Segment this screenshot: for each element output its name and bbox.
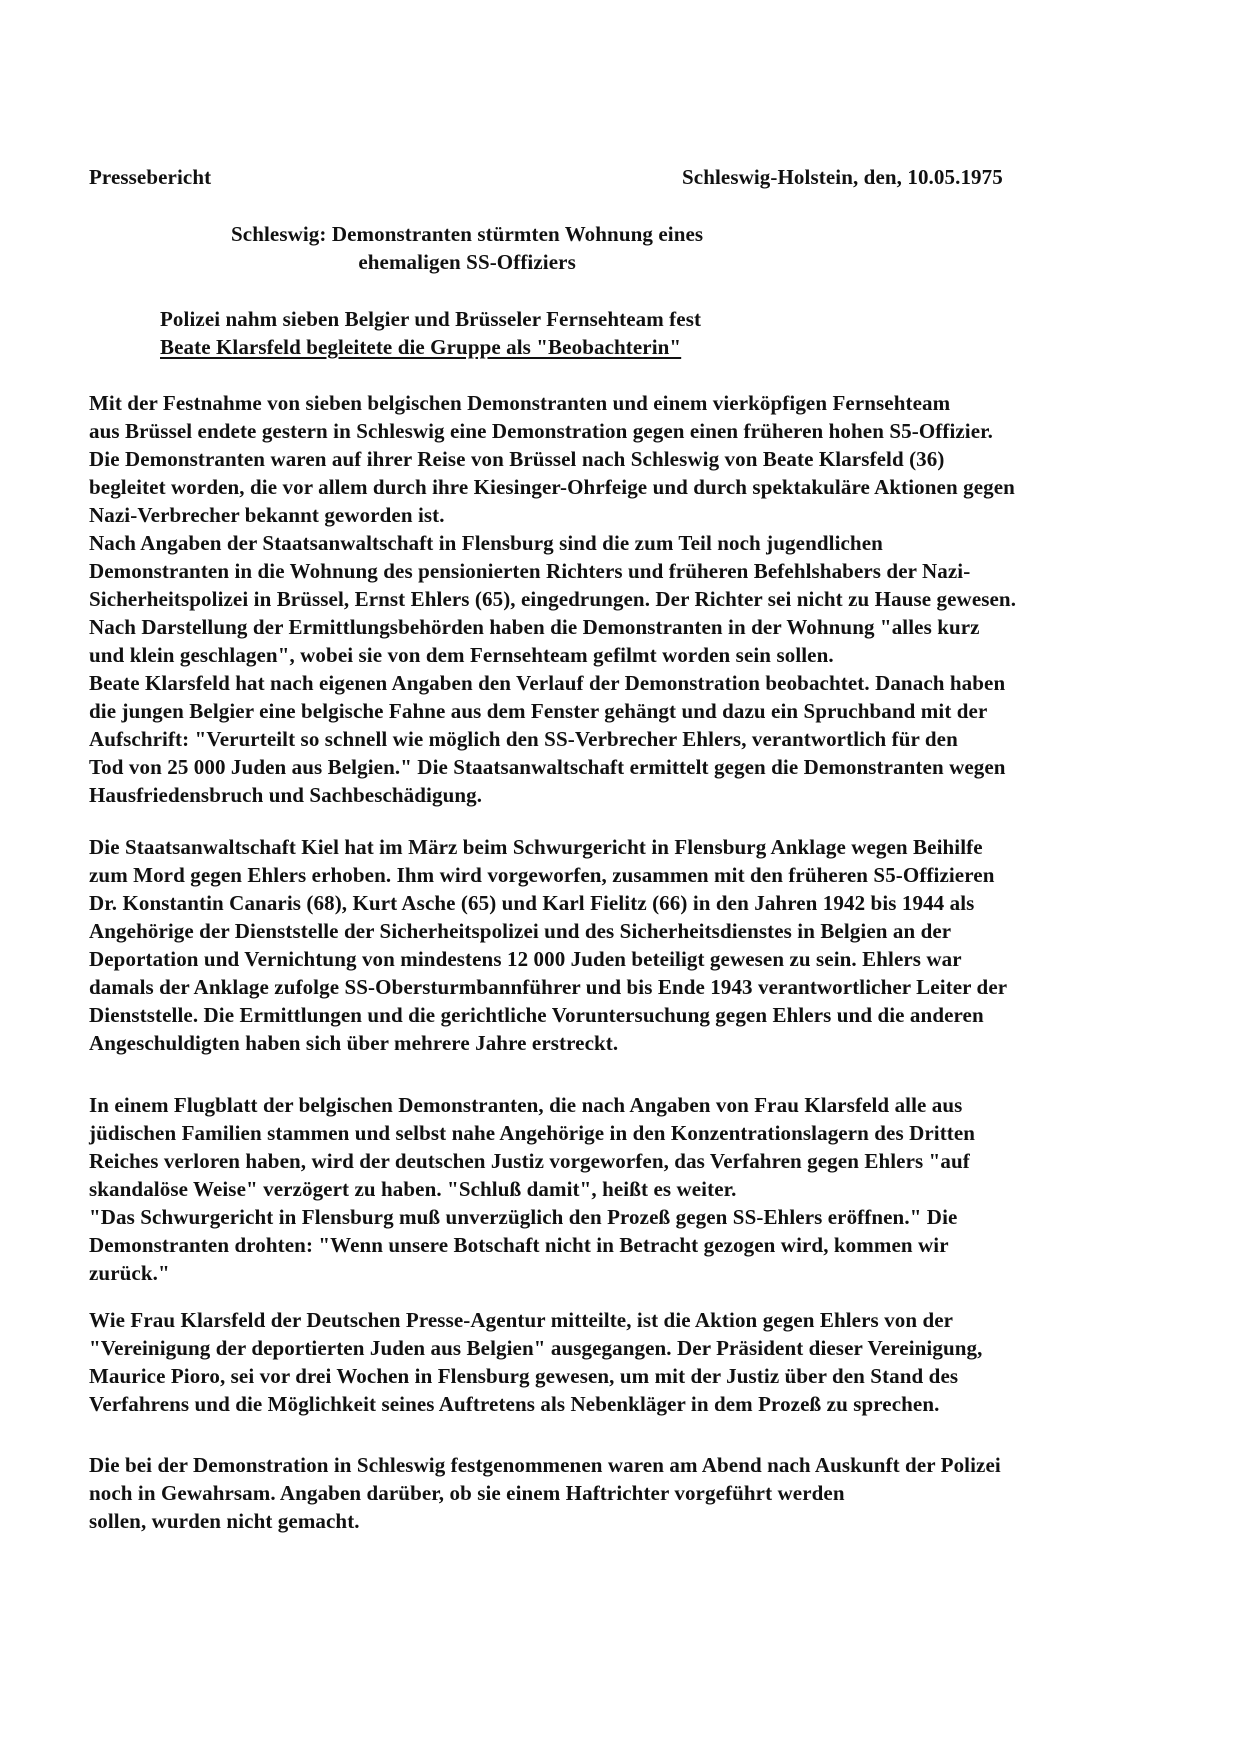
subheadline-underlined-line: Beate Klarsfeld begleitete die Gruppe als "Beobachterin"	[160, 335, 682, 359]
paragraph	[89, 1091, 975, 1287]
paragraph	[89, 833, 1007, 1057]
paragraph-line: sollen, wurden nicht gemacht.	[89, 1509, 360, 1533]
paragraph	[89, 389, 1016, 809]
paragraph-line: "Vereinigung der deportierten Juden aus Belgien" ausgegangen. Der Präsident dieser Vereinigung,	[89, 1336, 983, 1360]
paragraph-line: Dienststelle. Die Ermittlungen und die gerichtliche Voruntersuchung gegen Ehlers und die anderen	[89, 1003, 984, 1027]
paragraph	[89, 1451, 1001, 1535]
paragraph-line: Reiches verloren haben, wird der deutschen Justiz vorgeworfen, das Verfahren gegen Ehlers "auf	[89, 1149, 970, 1173]
paragraph-line: noch in Gewahrsam. Angaben darüber, ob sie einem Haftrichter vorgeführt werden	[89, 1481, 845, 1505]
paragraph-line: jüdischen Familien stammen und selbst nahe Angehörige in den Konzentrationslagern des Dritten	[89, 1121, 976, 1145]
paragraph-line: Angeschuldigten haben sich über mehrere Jahre erstreckt.	[89, 1031, 619, 1055]
paragraph-line: Die Staatsanwaltschaft Kiel hat im März beim Schwurgericht in Flensburg Anklage wegen Beihilfe	[89, 835, 983, 859]
paragraph-line: die jungen Belgier eine belgische Fahne aus dem Fenster gehängt und dazu ein Spruchband mit der	[89, 699, 988, 723]
paragraph-line: zurück."	[89, 1261, 170, 1285]
headline	[231, 220, 703, 276]
paragraph-line: Die bei der Demonstration in Schleswig festgenommenen waren am Abend nach Auskunft der Polizei	[89, 1453, 1001, 1477]
place-and-date: Schleswig-Holstein, den, 10.05.1975	[682, 165, 1003, 189]
paragraph-line: Beate Klarsfeld hat nach eigenen Angaben den Verlauf der Demonstration beobachtet. Danach haben	[89, 671, 1006, 695]
paragraph-line: Sicherheitspolizei in Brüssel, Ernst Ehlers (65), eingedrungen. Der Richter sei nicht zu Hause gewesen.	[89, 587, 1017, 611]
subheadline-line: Polizei nahm sieben Belgier und Brüsseler Fernsehteam fest	[160, 307, 702, 331]
paragraph-line: Aufschrift: "Verurteilt so schnell wie möglich den SS-Verbrecher Ehlers, verantwortlich für den	[89, 727, 958, 751]
paragraph-line: Tod von 25 000 Juden aus Belgien." Die Staatsanwaltschaft ermittelt gegen die Demonstranten wegen	[89, 755, 1006, 779]
paragraph-line: In einem Flugblatt der belgischen Demonstranten, die nach Angaben von Frau Klarsfeld alle aus	[89, 1093, 963, 1117]
paragraph-line: Mit der Festnahme von sieben belgischen Demonstranten und einem vierköpfigen Fernsehteam	[89, 391, 951, 415]
paragraph-line: und klein geschlagen", wobei sie von dem Fernsehteam gefilmt worden sein sollen.	[89, 643, 834, 667]
document-label: Pressebericht	[89, 165, 212, 189]
subheadline	[160, 305, 701, 361]
headline-line: Schleswig: Demonstranten stürmten Wohnung eines	[231, 222, 704, 246]
paragraph-line: Deportation und Vernichtung von mindestens 12 000 Juden beteiligt gewesen zu sein. Ehlers war	[89, 947, 962, 971]
headline-line: ehemaligen SS-Offiziers	[358, 250, 576, 274]
paragraph-line: Nach Angaben der Staatsanwaltschaft in Flensburg sind die zum Teil noch jugendlichen	[89, 531, 883, 555]
paragraph-line: skandalöse Weise" verzögert zu haben. "Schluß damit", heißt es weiter.	[89, 1177, 737, 1201]
paragraph-line: Demonstranten drohten: "Wenn unsere Botschaft nicht in Betracht gezogen wird, kommen wir	[89, 1233, 949, 1257]
paragraph-line: damals der Anklage zufolge SS-Obersturmbannführer und bis Ende 1943 verantwortlicher Leiter der	[89, 975, 1008, 999]
paragraph-line: Die Demonstranten waren auf ihrer Reise von Brüssel nach Schleswig von Beate Klarsfeld (36)	[89, 447, 945, 471]
paragraph-line: Maurice Pioro, sei vor drei Wochen in Flensburg gewesen, um mit der Justiz über den Stand des	[89, 1364, 959, 1388]
paragraph-line: Demonstranten in die Wohnung des pensionierten Richters und früheren Befehlshabers der Nazi-	[89, 559, 971, 583]
paragraph-line: Dr. Konstantin Canaris (68), Kurt Asche (65) und Karl Fielitz (66) in den Jahren 1942 bis 1944 als	[89, 891, 975, 915]
paragraph-line: zum Mord gegen Ehlers erhoben. Ihm wird vorgeworfen, zusammen mit den früheren S5-Offizieren	[89, 863, 995, 887]
paragraph-line: Nach Darstellung der Ermittlungsbehörden haben die Demonstranten in der Wohnung "alles kurz	[89, 615, 980, 639]
paragraph-line: begleitet worden, die vor allem durch ihre Kiesinger-Ohrfeige und durch spektakuläre Aktionen gegen	[89, 475, 1015, 499]
paragraph-line: aus Brüssel endete gestern in Schleswig eine Demonstration gegen einen früheren hohen S5-Offizier.	[89, 419, 994, 443]
paragraph-line: Nazi-Verbrecher bekannt geworden ist.	[89, 503, 445, 527]
paragraph	[89, 1306, 982, 1418]
paragraph-line: "Das Schwurgericht in Flensburg muß unverzüglich den Prozeß gegen SS-Ehlers eröffnen." Die	[89, 1205, 958, 1229]
paragraph-line: Wie Frau Klarsfeld der Deutschen Presse-Agentur mitteilte, ist die Aktion gegen Ehlers von der	[89, 1308, 954, 1332]
paragraph-line: Angehörige der Dienststelle der Sicherheitspolizei und des Sicherheitsdienstes in Belgien an der	[89, 919, 952, 943]
paragraph-line: Hausfriedensbruch und Sachbeschädigung.	[89, 783, 483, 807]
paragraph-line: Verfahrens und die Möglichkeit seines Auftretens als Nebenkläger in dem Prozeß zu sprechen.	[89, 1392, 940, 1416]
